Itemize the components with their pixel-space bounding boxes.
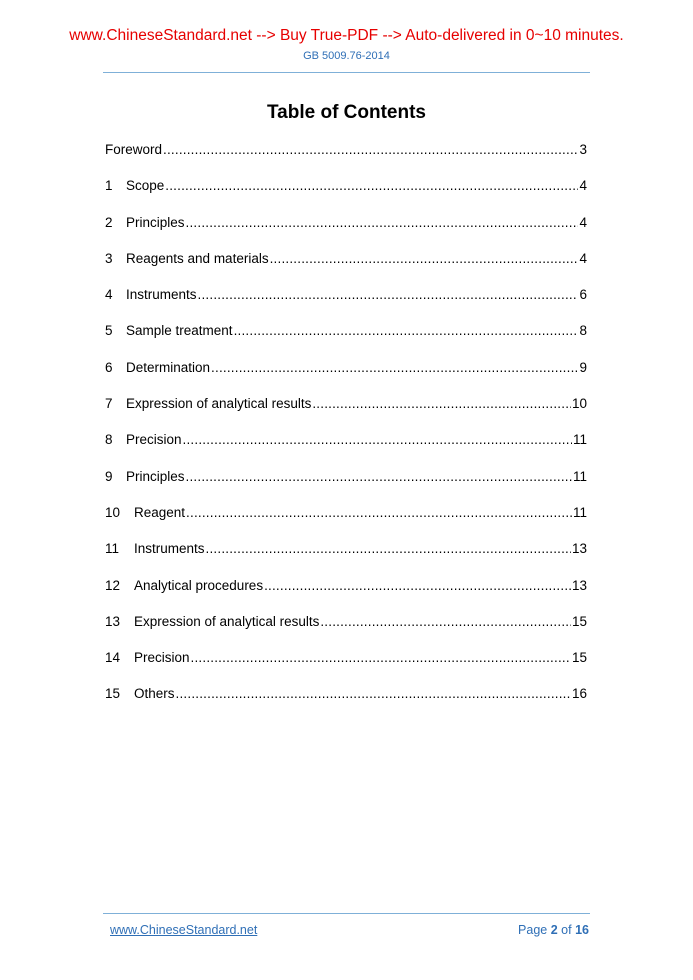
dot-leader [163,141,578,159]
toc-entry-label: Reagents and materials [126,250,269,266]
toc-entry-page: 4 [579,178,587,194]
dot-leader [165,177,578,195]
toc-entry-foreword[interactable] [105,141,587,177]
toc-entry-label: Principles [126,214,185,230]
toc-entry-10[interactable] [105,504,587,540]
toc-entry-number: 2 [105,214,113,230]
page-current: 2 [550,923,558,937]
dot-leader [186,468,572,486]
toc-entry-number: 14 [105,650,121,666]
toc-entry-label: Precision [126,432,182,448]
toc-entry-number: 4 [105,287,113,303]
header-divider [103,72,590,73]
toc-entry-5[interactable] [105,322,587,358]
toc-entry-15[interactable] [105,685,587,721]
dot-leader [183,431,572,449]
footer-divider [103,913,590,914]
toc-entry-page: 11 [572,504,587,520]
toc-entry-number: 3 [105,250,113,266]
toc-entry-page: 6 [579,287,587,303]
toc-entry-label: Principles [126,468,185,484]
toc-entry-page: 9 [579,359,587,375]
toc-entry-13[interactable] [105,613,587,649]
toc-entry-6[interactable] [105,359,587,395]
toc-entry-page: 4 [579,214,587,230]
toc-entry-page: 8 [579,323,587,339]
dot-leader [312,395,571,413]
toc-entry-label: Reagent [134,504,186,520]
toc-entry-label: Instruments [126,287,197,303]
toc-entry-number: 10 [105,504,121,520]
toc-entry-4[interactable] [105,286,587,322]
toc-entry-9[interactable] [105,468,587,504]
toc-entry-page: 13 [571,541,587,557]
toc-entry-label: Sample treatment [126,323,233,339]
toc-entry-14[interactable] [105,649,587,685]
dot-leader [320,613,571,631]
page-prefix: Page [518,923,548,937]
toc-entry-label: Foreword [105,142,163,157]
toc-entry-number: 9 [105,468,113,484]
dot-leader [198,286,579,304]
toc-entry-number: 8 [105,432,113,448]
toc-entry-page: 13 [571,577,587,593]
dot-leader [211,359,578,377]
document-id: GB 5009.76-2014 [303,50,390,62]
toc-entry-number: 6 [105,359,113,375]
promo-banner: www.ChineseStandard.net --> Buy True-PDF --> Auto-delivered in 0~10 minutes. [69,27,624,44]
toc-entry-8[interactable] [105,431,587,467]
toc-entry-page: 15 [571,650,587,666]
footer-site-link[interactable]: www.ChineseStandard.net [110,923,258,937]
dot-leader [206,540,571,558]
dot-leader [186,214,579,232]
toc-entry-page: 10 [571,396,587,412]
toc-entry-2[interactable] [105,214,587,250]
toc-entry-page: 3 [579,142,587,157]
dot-leader [270,250,579,268]
toc-entry-11[interactable] [105,540,587,576]
toc-entry-12[interactable] [105,577,587,613]
toc-entry-label: Determination [126,359,211,375]
dot-leader [191,649,571,667]
page-title: Table of Contents [266,102,427,123]
toc-entry-label: Analytical procedures [134,577,264,593]
toc-entry-page: 11 [572,468,587,484]
toc-entry-label: Instruments [134,541,205,557]
toc-entry-label: Scope [126,178,165,194]
page-of: of [561,923,572,937]
dot-leader [264,577,571,595]
toc-entry-page: 15 [571,613,587,629]
toc-entry-number: 13 [105,613,121,629]
toc-entry-page: 4 [579,250,587,266]
toc-entry-page: 11 [572,432,587,448]
toc-entry-number: 1 [105,178,113,194]
dot-leader [234,322,579,340]
toc-entry-label: Others [134,686,175,702]
toc-entry-number: 15 [105,686,121,702]
toc-entry-number: 11 [105,541,120,557]
page-total: 16 [575,923,589,937]
page-indicator [518,923,589,937]
toc-entry-7[interactable] [105,395,587,431]
dot-leader [186,504,572,522]
dot-leader [176,685,571,703]
table-of-contents [105,141,587,722]
toc-entry-page: 16 [571,686,587,702]
toc-entry-1[interactable] [105,177,587,213]
toc-entry-number: 7 [105,396,113,412]
toc-entry-label: Precision [134,650,190,666]
toc-entry-label: Expression of analytical results [134,613,320,629]
toc-entry-number: 5 [105,323,113,339]
toc-entry-number: 12 [105,577,121,593]
toc-entry-3[interactable] [105,250,587,286]
toc-entry-label: Expression of analytical results [126,396,312,412]
